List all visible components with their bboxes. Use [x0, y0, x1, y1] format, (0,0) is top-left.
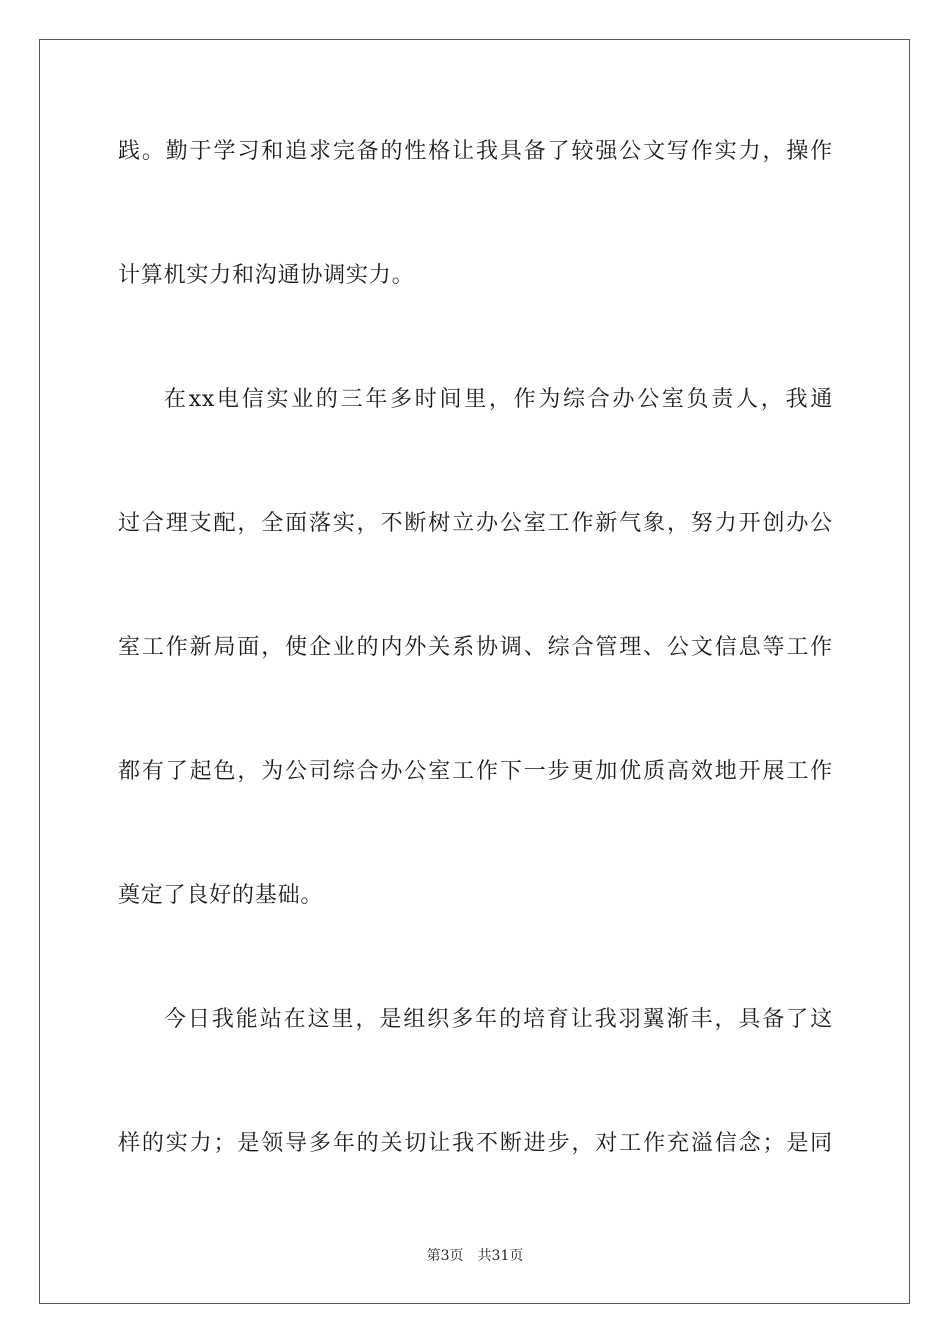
text-line: 奠定了良好的基础。 [118, 883, 324, 908]
text-line: 样的实力；是领导多年的关切让我不断进步，对工作充溢信念；是同 [118, 1131, 833, 1156]
paragraph-start-line: 在xx电信实业的三年多时间里，作为综合办公室负责人，我通 [164, 387, 833, 412]
text-line: 践。勤于学习和追求完备的性格让我具备了较强公文写作实力，操作 [118, 139, 833, 164]
text-line: 都有了起色，为公司综合办公室工作下一步更加优质高效地开展工作 [118, 759, 833, 784]
text-line: 计算机实力和沟通协调实力。 [118, 263, 415, 288]
page-footer [0, 1247, 950, 1265]
paragraph-start-line: 今日我能站在这里，是组织多年的培育让我羽翼渐丰，具备了这 [164, 1007, 833, 1032]
text-line: 室工作新局面，使企业的内外关系协调、综合管理、公文信息等工作 [118, 635, 833, 660]
text-line: 过合理支配，全面落实，不断树立办公室工作新气象，努力开创办公 [118, 511, 833, 536]
page-number: 第3页 [426, 1248, 464, 1264]
total-pages: 共31页 [477, 1248, 524, 1264]
page-frame [39, 39, 910, 1304]
